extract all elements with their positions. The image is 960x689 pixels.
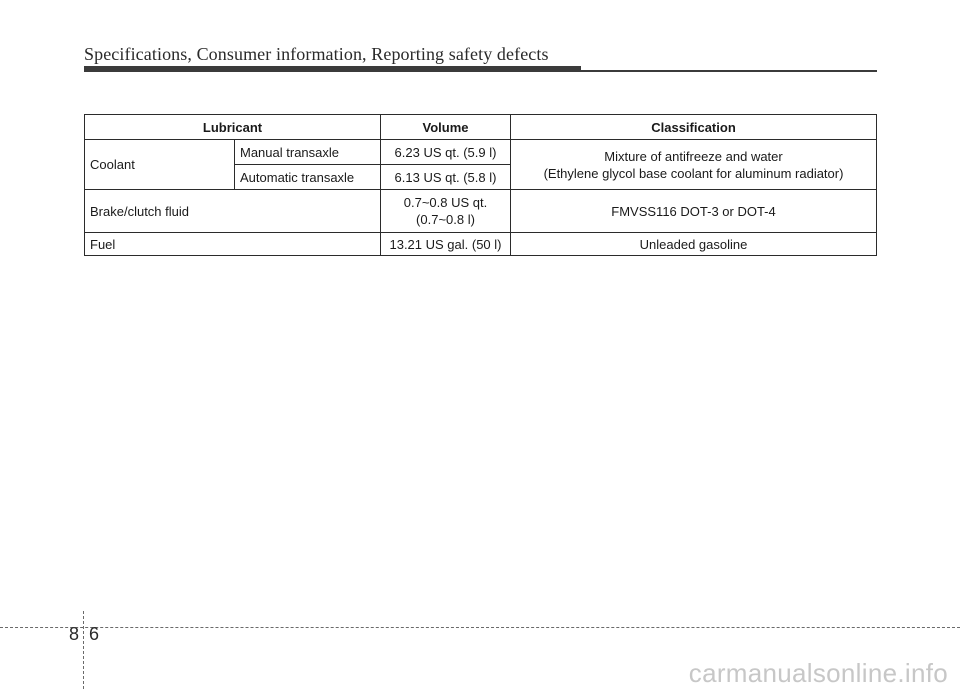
brake-volume-line2: (0.7~0.8 l): [416, 212, 475, 227]
page-number-separator: [83, 611, 84, 689]
cell-manual-transaxle: Manual transaxle: [235, 140, 381, 165]
watermark-text: carmanualsonline.info: [688, 658, 948, 688]
cell-coolant-classification: [511, 140, 877, 190]
table-row-brake: [85, 190, 877, 233]
cell-automatic-volume: 6.13 US qt. (5.8 l): [381, 165, 511, 190]
header-lubricant: Lubricant: [85, 115, 381, 140]
page-number: 6: [89, 624, 100, 644]
cell-fuel-label: Fuel: [85, 233, 381, 256]
header-rule-thin: [581, 70, 877, 72]
page-header-title: Specifications, Consumer information, Reporting safety defects: [84, 44, 549, 64]
cell-brake-label: Brake/clutch fluid: [85, 190, 381, 233]
brake-volume-line1: 0.7~0.8 US qt.: [403, 195, 488, 210]
cell-coolant-label: Coolant: [85, 140, 235, 190]
chapter-number: 8: [69, 624, 80, 644]
cell-manual-volume: 6.23 US qt. (5.9 l): [381, 140, 511, 165]
header-classification: Classification: [511, 115, 877, 140]
cell-fuel-classification: Unleaded gasoline: [511, 233, 877, 256]
cell-fuel-volume: 13.21 US gal. (50 l): [381, 233, 511, 256]
table-row-coolant-manual: [85, 140, 877, 165]
header-rule-thick: [84, 66, 581, 72]
cell-automatic-transaxle: Automatic transaxle: [235, 165, 381, 190]
cell-brake-volume: [381, 190, 511, 233]
header-volume: Volume: [381, 115, 511, 140]
coolant-classification-line2: (Ethylene glycol base coolant for aluminum radiator): [543, 165, 844, 181]
footer-dashed-rule: [0, 627, 960, 628]
table-header-row: [85, 115, 877, 140]
table-row-fuel: [85, 233, 877, 256]
cell-brake-classification: FMVSS116 DOT-3 or DOT-4: [511, 190, 877, 233]
lubricant-spec-table: [84, 114, 877, 256]
coolant-classification-line1: Mixture of antifreeze and water: [604, 148, 783, 164]
